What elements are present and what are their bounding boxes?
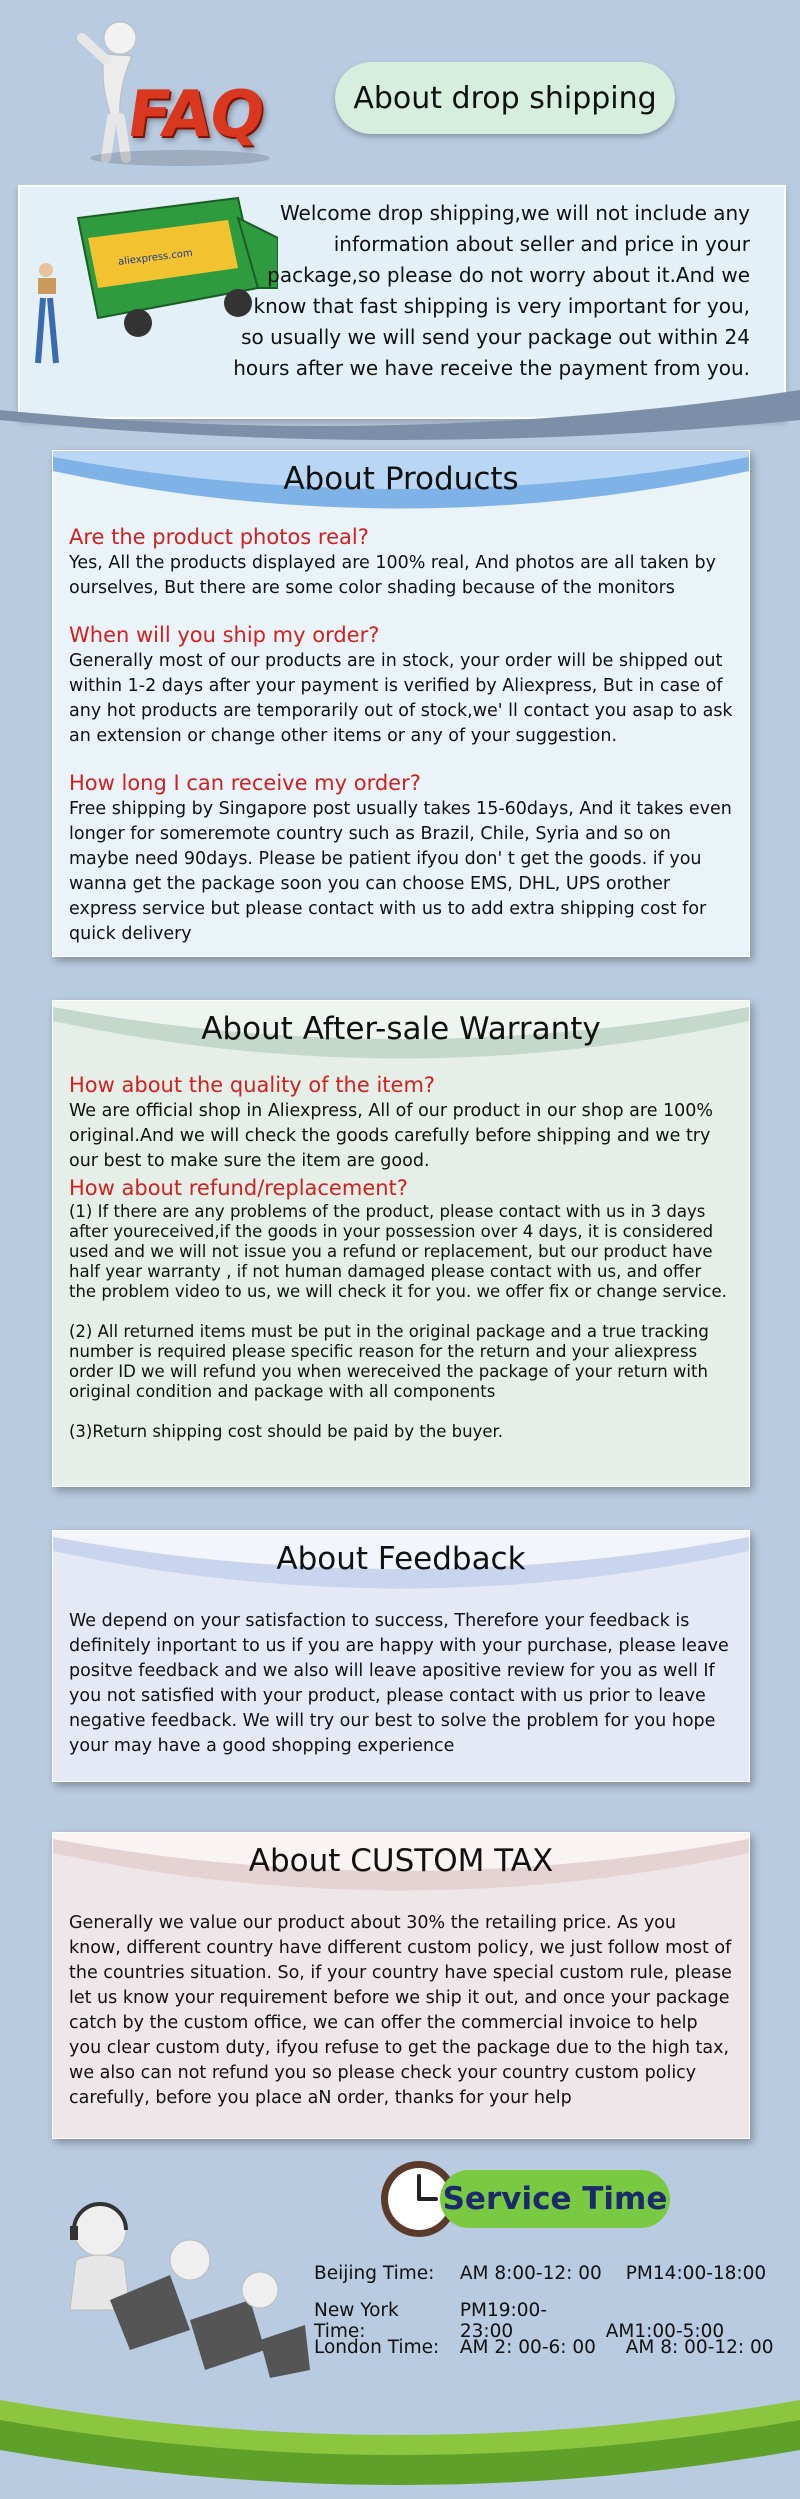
faq-logo: FAQ [122,78,268,152]
bottom-ribbon-decoration [0,2380,800,2499]
feedback-title: About Feedback [276,1541,526,1577]
intro-text: Welcome drop shipping,we will not include any information about seller and price in your package,so please do not worry about it.And we know that fast shipping is very important for you, so usually we will send your package out within 24 hours after we have receive the payment from you. [233,201,750,380]
service-hours: AM 8: 00-12: 00 [625,2337,774,2358]
service-hours: AM 8:00-12: 00 [459,2263,602,2284]
service-hours: AM 2: 00-6: 00 [459,2337,596,2358]
svg-text:aliexpress.com: aliexpress.com [117,247,194,268]
answer-text: Free shipping by Singapore post usually takes 15-60days, And it takes even longer for someremote country such as Brazil, Chile, Syria and so on maybe need 90days. Please be patient ifyou don' t get the goods. if you wanna get the package soon you can choose EMS, DHL, UPS orother express service but please contact with us to add extra shipping cost for quick delivery [69,799,732,944]
warranty-section [52,1000,750,1487]
customer-service-illustration [40,2180,310,2380]
answer-text: (3)Return shipping cost should be paid by the buyer. [69,1422,504,1441]
question-heading: When will you ship my order? [69,623,380,647]
custom-tax-text: Generally we value our product about 30% the retailing price. As you know, different country have different custom policy, we just follow most of the countries situation. So, if your country have special custom rule, please let us know your requirement before we ship it out, and once your package catch by the custom office, we can offer the commercial invoice to help you clear custom duty, ifyou refuse to get the package due to the high tax, we also can not refund you so please check your country custom policy carefully, before you place aN order, thanks for your help [69,1913,732,2108]
products-title: About Products [283,461,519,497]
service-hours: PM19:00-23:00 [459,2300,547,2342]
page-title: About drop shipping [335,62,675,134]
feedback-section [52,1530,750,1782]
service-city: Beijing Time: [314,2263,435,2284]
warranty-title: About After-sale Warranty [201,1011,601,1047]
service-time-title: Service Time [440,2170,670,2228]
service-hours: AM1:00-5:00 [605,2321,725,2342]
feedback-text: We depend on your satisfaction to success, Therefore your feedback is definitely inportant to us if you are happy with your purchase, please leave positve feedback and we also will leave apositive review for you as well If you not satisfied with your product, please contact with us prior to leave negative feedback. We will try our best to solve the problem for you hope your may have a good shopping experience [69,1611,729,1756]
answer-text: (2) All returned items must be put in the original package and a true tracking number is required please specific reason for the return and your aliexpress order ID we will refund you when wereceived the package of your return with original condition and package with all components [69,1322,709,1401]
intro-swoosh-decoration [0,380,800,440]
answer-text: (1) If there are any problems of the product, please contact with us in 3 days after youreceived,if the goods in your possession over 4 days, it is considered used and we will not issue you a refund or replacement, but our product have half year warranty , if not human damaged please contact with us, and offer the problem video to us, we will check it for you. we offer fix or change service. [69,1202,727,1301]
service-row-london [314,2337,774,2358]
custom-tax-title: About CUSTOM TAX [248,1843,554,1879]
service-hours: PM14:00-18:00 [625,2263,767,2284]
service-city: London Time: [314,2337,440,2358]
service-row-beijing [314,2263,766,2284]
answer-text: We are official shop in Aliexpress, All of our product in our shop are 100% original.And we will check the goods carefully before shipping and we try our best to make sure the item are good. [69,1101,714,1171]
service-city: New York Time: [314,2300,399,2342]
custom-tax-section [52,1832,750,2139]
question-heading: How long I can receive my order? [69,771,421,795]
products-section [52,450,750,957]
service-row-newyork [314,2300,724,2342]
question-heading: How about refund/replacement? [69,1176,408,1200]
answer-text: Yes, All the products displayed are 100% real, And photos are all taken by ourselves, But there are some color shading because of the monitors [69,553,716,598]
question-heading: How about the quality of the item? [69,1073,436,1097]
answer-text: Generally most of our products are in stock, your order will be shipped out within 1-2 days after your payment is verified by Aliexpress, But in case of any hot products are temporarily out of stock,we' ll contact you asap to ask an extension or change other items or any of your suggestion. [69,651,733,746]
question-heading: Are the product photos real? [69,525,369,549]
